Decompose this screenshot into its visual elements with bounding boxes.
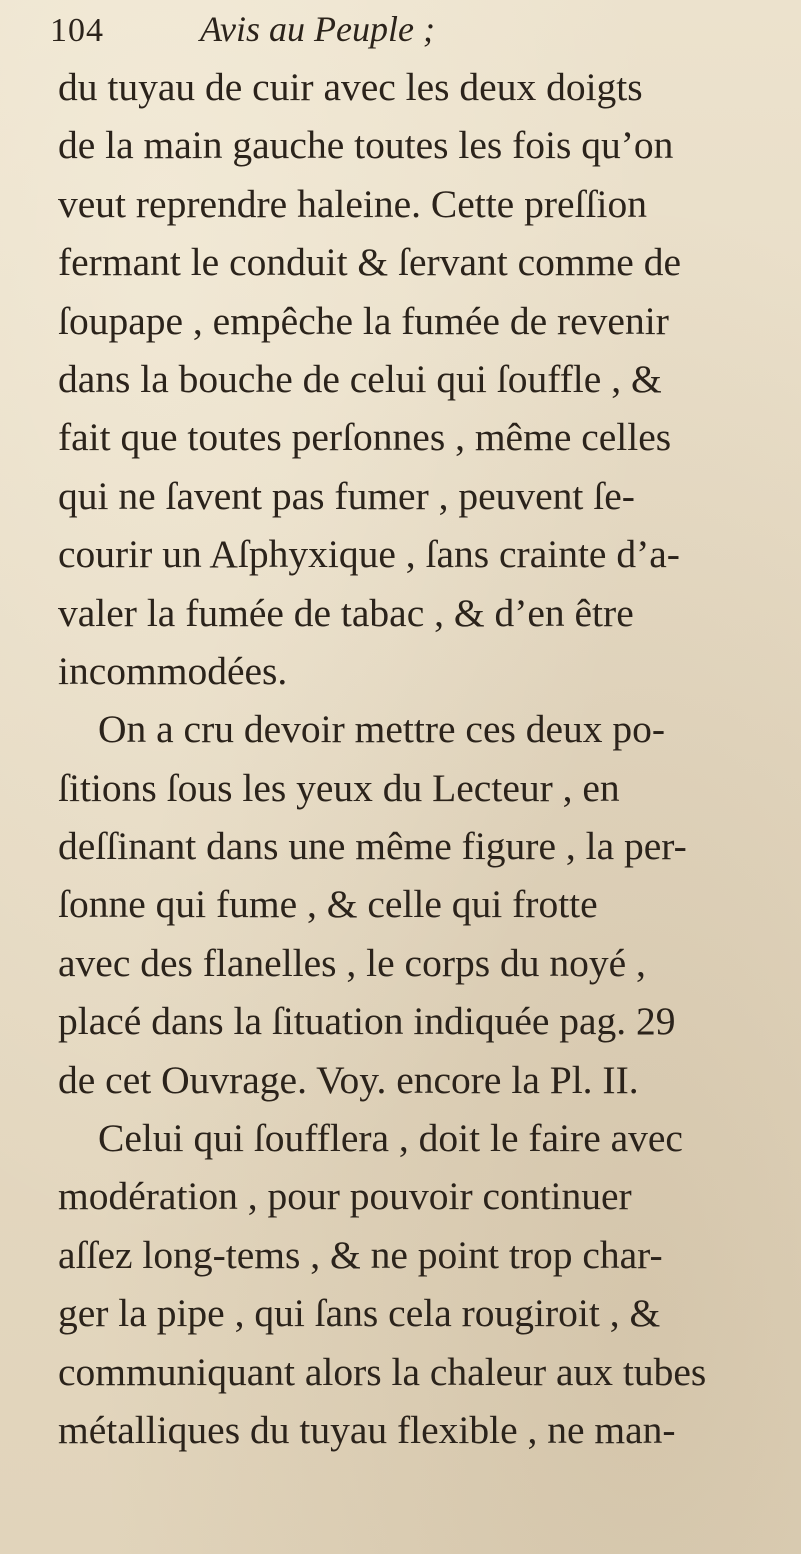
text-line: métalliques du tuyau flexible , ne man- [58, 1407, 676, 1452]
text-line: ſonne qui fume , & celle qui frotte [58, 882, 598, 927]
paragraph-start-line: Celui qui ſoufflera , doit le faire avec [98, 1116, 683, 1161]
text-line: incommodées. [58, 648, 288, 693]
text-line: veut reprendre haleine. Cette preſſion [58, 181, 647, 226]
text-line: modération , pour pouvoir continuer [58, 1174, 632, 1219]
text-line: du tuyau de cuir avec les deux doigts [58, 65, 643, 109]
text-line: dans la bouche de celui qui ſouffle , & [58, 356, 662, 401]
paragraph-start-line: On a cru devoir mettre ces deux po- [98, 707, 666, 752]
text-line: de cet Ouvrage. Voy. encore la Pl. II. [58, 1057, 639, 1102]
text-line: fait que toutes perſonnes , même celles [58, 415, 672, 460]
text-line: ſoupape , empêche la fumée de revenir [58, 298, 669, 343]
page-number: 104 [50, 12, 104, 49]
text-line: ſitions ſous les yeux du Lecteur , en [58, 765, 620, 810]
running-title: Avis au Peuple ; [200, 9, 435, 49]
text-line: communiquant alors la chaleur aux tubes [58, 1349, 707, 1394]
running-head [50, 8, 750, 60]
text-line: avec des flanelles , le corps du noyé , [58, 940, 646, 985]
text-line: qui ne ſavent pas fumer , peuvent ſe- [58, 473, 635, 518]
text-line: fermant le conduit & ſervant comme de [58, 240, 681, 285]
body-text [58, 58, 758, 1459]
text-line: aſſez long-tems , & ne point trop char- [58, 1232, 663, 1277]
text-line: deſſinant dans une même figure , la per- [58, 824, 687, 869]
text-line: courir un Aſphyxique , ſans crainte d’a- [58, 532, 680, 577]
text-line: valer la fumée de tabac , & d’en être [58, 590, 634, 635]
text-line: ger la pipe , qui ſans cela rougiroit , & [58, 1291, 661, 1336]
text-line: de la main gauche toutes les fois qu’on [58, 123, 674, 168]
text-line: placé dans la ſituation indiquée pag. 29 [58, 999, 676, 1044]
